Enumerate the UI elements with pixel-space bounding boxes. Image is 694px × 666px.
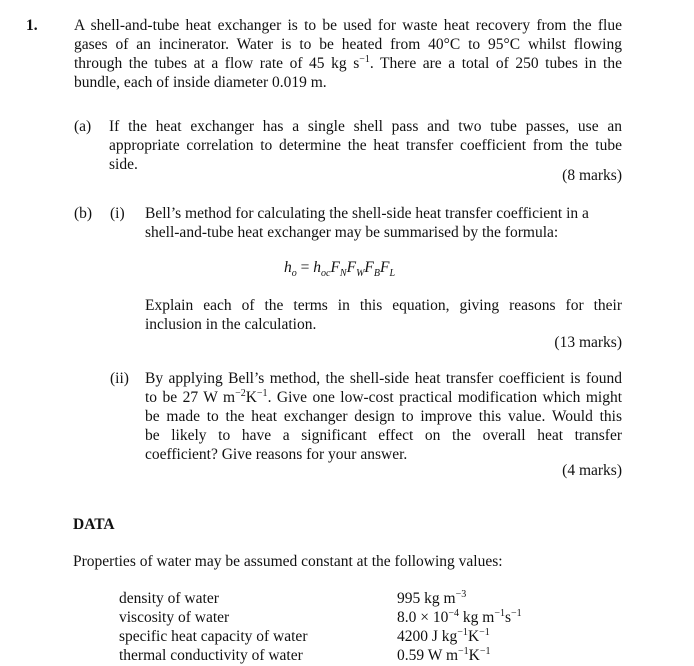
- bell-formula: [284, 258, 396, 280]
- formula-fb: F: [364, 259, 374, 276]
- property-name-density: density of water: [119, 590, 219, 607]
- intro-line-4: bundle, each of inside diameter 0.019 m.: [74, 74, 327, 91]
- part-b-ii-line-2-c: . Give one low-cost practical modification which might: [267, 389, 622, 406]
- part-b-ii-label: (ii): [110, 370, 129, 387]
- property-value-viscosity: [397, 608, 522, 627]
- part-b-ii-line-3: be made to the heat exchanger design to improve this value. Would this: [145, 408, 622, 425]
- intro-line-3-a: through the tubes at a flow rate of 45 kg s: [74, 55, 360, 72]
- formula-fb-sub: B: [373, 268, 380, 280]
- viscosity-exp-a: −4: [448, 607, 460, 619]
- formula-fw-sub: W: [356, 268, 365, 280]
- viscosity-exp-b: −1: [494, 607, 505, 619]
- property-value-conductivity: [397, 646, 491, 665]
- part-a-marks: (8 marks): [562, 167, 622, 184]
- data-intro: Properties of water may be assumed constant at the following values:: [73, 553, 503, 570]
- formula-fn: F: [330, 259, 340, 276]
- part-b-label: (b): [74, 205, 93, 222]
- heat-capacity-exp-a: −1: [457, 626, 468, 638]
- property-name-heat-capacity: specific heat capacity of water: [119, 628, 308, 645]
- data-heading: DATA: [73, 516, 115, 533]
- conductivity-exp-a: −1: [458, 645, 469, 657]
- part-b-ii-line-5: coefficient? Give reasons for your answer.: [145, 446, 408, 463]
- formula-hoc: h: [313, 259, 321, 276]
- formula-fl: F: [379, 259, 390, 276]
- formula-fn-sub: N: [339, 268, 347, 280]
- density-value: 995 kg m: [397, 590, 456, 607]
- formula-fw: F: [346, 259, 357, 276]
- part-b-i-marks: (13 marks): [554, 334, 622, 351]
- heat-capacity-exp-b: −1: [479, 626, 490, 638]
- heat-capacity-value-b: K: [467, 628, 480, 645]
- intro-line-3-b: . There are a total of 250 tubes in the: [369, 55, 622, 72]
- part-b-ii-line-4: be likely to have a significant effect on the overall heat transfer: [145, 427, 622, 444]
- density-exp: −3: [455, 588, 467, 600]
- part-b-i-explain-2: inclusion in the calculation.: [145, 316, 317, 333]
- conductivity-value-a: 0.59 W m: [397, 647, 459, 664]
- property-name-viscosity: viscosity of water: [119, 609, 230, 626]
- part-a-line-2: appropriate correlation to determine the heat transfer coefficient from the tube: [109, 137, 622, 154]
- formula-fl-sub: L: [389, 268, 396, 280]
- part-b-i-label: (i): [110, 205, 125, 222]
- part-a-label: (a): [74, 118, 92, 135]
- viscosity-value-a: 8.0 × 10: [397, 609, 449, 626]
- part-b-ii-exp-2: −1: [256, 387, 268, 399]
- question-number: 1.: [26, 17, 38, 34]
- conductivity-value-b: K: [468, 647, 480, 664]
- property-value-density: [397, 589, 466, 608]
- heat-capacity-value-a: 4200 J kg: [397, 628, 458, 645]
- part-b-ii-line-2: [145, 388, 622, 407]
- viscosity-value-b: kg m: [459, 609, 495, 626]
- part-b-i-explain-1: Explain each of the terms in this equation, giving reasons for their: [145, 297, 622, 314]
- part-b-ii-line-2-a: to be 27 W m: [145, 389, 236, 406]
- part-b-ii-marks: (4 marks): [562, 462, 622, 479]
- part-b-i-line-1: Bell’s method for calculating the shell-side heat transfer coefficient in a: [145, 205, 589, 222]
- intro-line-2: gases of an incinerator. Water is to be heated from 40°C to 95°C whilst flowing: [74, 36, 622, 53]
- property-value-heat-capacity: [397, 627, 490, 646]
- part-b-ii-line-2-b: K: [245, 389, 257, 406]
- intro-line-3: [74, 54, 622, 73]
- viscosity-exp-c: −1: [511, 607, 522, 619]
- part-b-ii-line-1: By applying Bell’s method, the shell-side heat transfer coefficient is found: [145, 370, 622, 387]
- formula-ho-sub: o: [291, 268, 297, 280]
- conductivity-exp-b: −1: [479, 645, 491, 657]
- property-name-conductivity: thermal conductivity of water: [119, 647, 303, 664]
- part-a-line-1: If the heat exchanger has a single shell pass and two tube passes, use an: [109, 118, 622, 135]
- part-b-ii-exp-1: −2: [235, 387, 246, 399]
- part-b-i-line-2: shell-and-tube heat exchanger may be summarised by the formula:: [145, 224, 559, 241]
- part-a-line-3: side.: [109, 156, 138, 173]
- formula-ho: h: [284, 259, 292, 276]
- formula-hoc-sub: oc: [321, 268, 331, 280]
- flow-exponent: −1: [359, 53, 370, 65]
- viscosity-value-c: s: [504, 609, 512, 626]
- formula-equals: =: [296, 259, 314, 276]
- intro-line-1: A shell-and-tube heat exchanger is to be used for waste heat recovery from the flue: [74, 17, 622, 34]
